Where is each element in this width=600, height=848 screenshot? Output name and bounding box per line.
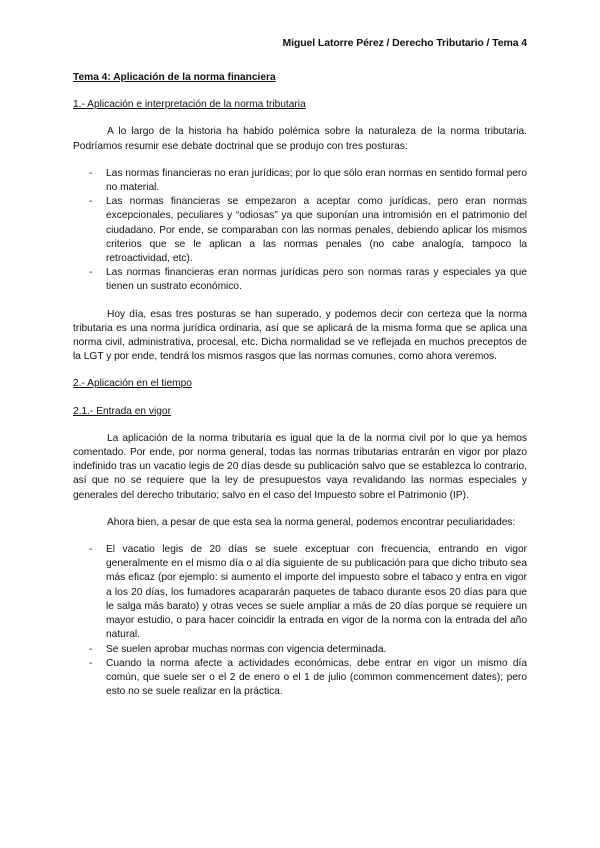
document-title: Tema 4: Aplicación de la norma financiera bbox=[73, 72, 276, 83]
section-1-heading: 1.- Aplicación e interpretación de la norma tributaria bbox=[73, 99, 306, 111]
page-content bbox=[73, 71, 527, 712]
subsection-2-1-heading: 2.1.- Entrada en vigor bbox=[73, 405, 171, 417]
subsection-2-1-paragraph-1: La aplicación de la norma tributaria es igual que la de la norma civil por lo que ya hemos comentado. Por ende, por norma general, todas las normas tributarias entrarán en vigor por plazo indefinido tras un vacatio legis de 20 días desde su publicación salvo que se establezca lo contrario, así que no se requiere que la ley de presupuestos vaya revalidando las normas especiales y generales del derecho tributario; salvo en el caso del Impuesto sobre el Patrimonio (IP). bbox=[73, 432, 527, 501]
section-1-intro: A lo largo de la historia ha habido polémica sobre la naturaleza de la norma tributaria. Podríamos resumir ese debate doctrinal que se produjo con tres posturas: bbox=[73, 126, 527, 152]
page-header: Miguel Latorre Pérez / Derecho Tributario / Tema 4 bbox=[282, 37, 527, 49]
list-item: - Las normas financieras no eran jurídicas; por lo que sólo eran normas en sentido formal pero no material. bbox=[73, 167, 527, 195]
list-item: - Se suelen aprobar muchas normas con vigencia determinada. bbox=[73, 643, 527, 657]
subsection-2-1-list bbox=[73, 543, 527, 699]
list-item: - Las normas financieras se empezaron a aceptar como jurídicas, pero eran normas excepcionales, peculiares y “odiosas” ya que suponían una intromisión en el patrimonio del ciudadano. Por ende, se comparaban con las normas penales, debiendo aplicar los mismos criterios que se le aplican a las normas penales (no cabe analogía, tampoco la retroactividad, etc). bbox=[73, 195, 527, 266]
list-item: - Las normas financieras eran normas jurídicas pero son normas raras y especiales ya que tienen un sustrato económico. bbox=[73, 266, 527, 294]
list-item: - Cuando la norma afecte a actividades económicas, debe entrar en vigor un mismo día común, que suele ser o el 2 de enero o el 1 de julio (common commencement dates); pero esto no se suele realizar en la práctica. bbox=[73, 657, 527, 700]
section-1-closing: Hoy día, esas tres posturas se han superado, y podemos decir con certeza que la norma tributaria es una norma jurídica ordinaria, así que se aplicará de la misma forma que se aplica una norma civil, administrativa, procesal, etc. Dicha normalidad se ve reflejada en muchos preceptos de la LGT y por ende, tendrá los mismos rasgos que las normas comunes, como ahora veremos. bbox=[73, 308, 527, 363]
section-1-list bbox=[73, 167, 527, 295]
section-2-heading: 2.- Aplicación en el tiempo bbox=[73, 378, 192, 390]
list-item: - El vacatio legis de 20 días se suele exceptuar con frecuencia, entrando en vigor generalmente en el mismo día o al día siguiente de su publicación para que dicho tributo sea más eficaz (por ejemplo: si aumento el importe del impuesto sobre el tabaco y entra en vigor a los 20 días, los fumadores acapararán paquetes de tabaco durante esos 20 días para que le salga más barato) y otras veces se suele ampliar a más de 20 días porque se requiere un mayor estudio, o para hacer coincidir la entrada en vigor de la norma con la entrada del año natural. bbox=[73, 543, 527, 642]
subsection-2-1-paragraph-2: Ahora bien, a pesar de que esta sea la norma general, podemos encontrar peculiaridades: bbox=[107, 516, 516, 528]
